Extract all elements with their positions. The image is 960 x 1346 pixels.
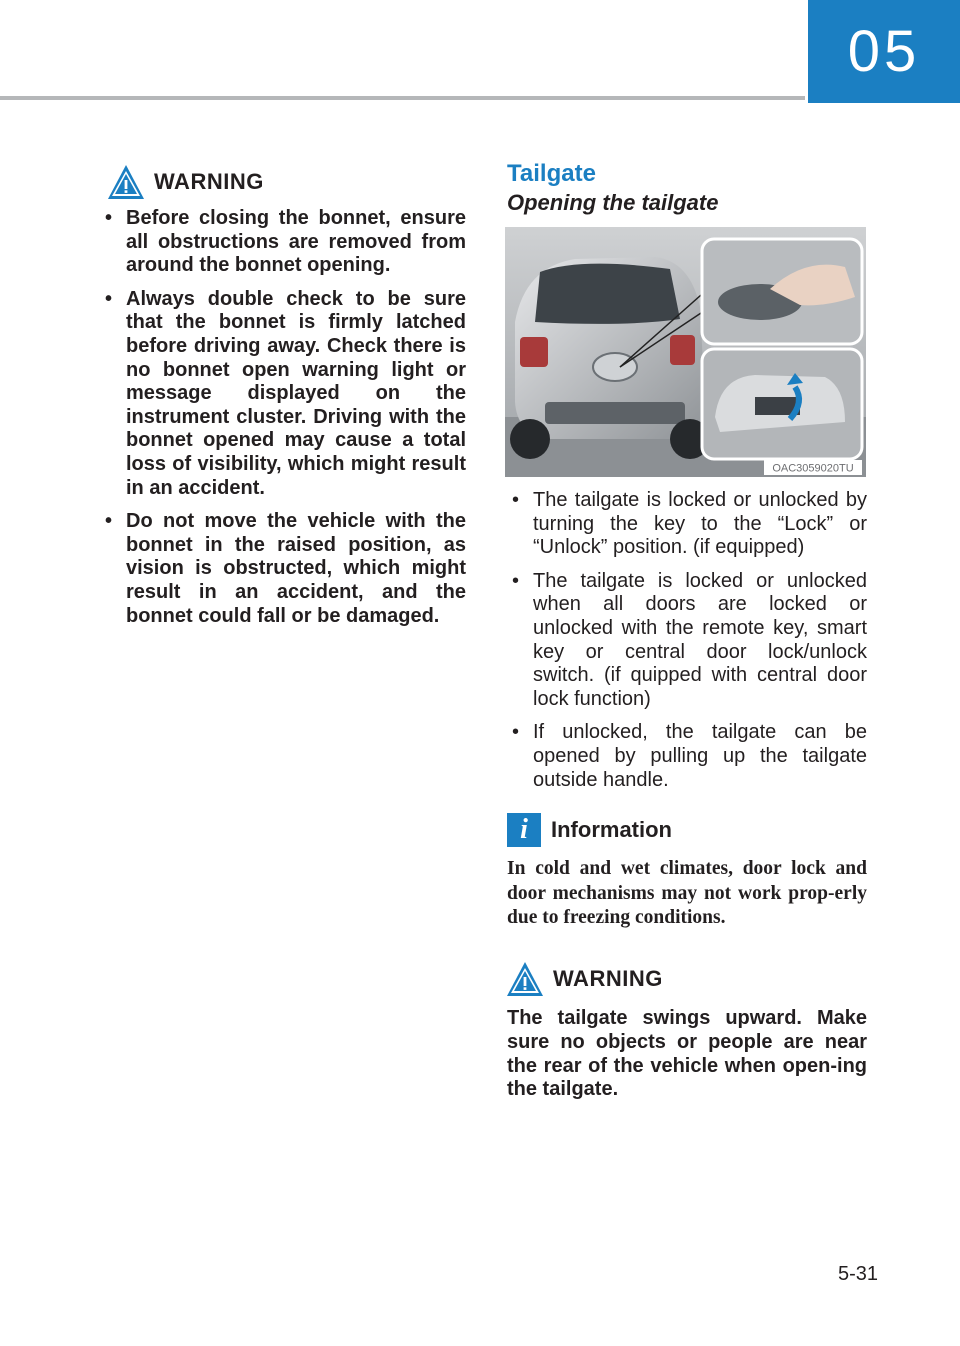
information-text: In cold and wet climates, door lock and door mechanisms may not work prop-erly due to freezing conditions. <box>507 858 867 928</box>
figure-code: OAC3059020TU <box>772 462 854 475</box>
information-title: Information <box>551 817 672 842</box>
warning-text-2: The tailgate swings upward. Make sure no objects or people are near the rear of the vehicle when open-ing the tailgate. <box>507 1007 867 1101</box>
warning-triangle-icon <box>505 960 545 998</box>
warning-title-2: WARNING <box>553 966 663 991</box>
warning-heading <box>106 163 264 201</box>
section-title: Tailgate <box>507 160 596 187</box>
warning-triangle-icon <box>106 163 146 201</box>
warning-item: • Always double check to be sure that the bonnet is firmly latched before driving away. Check there is no bonnet open warning light or message displayed on the instrument cluster. Driving with the bonnet opened may cause a total loss of visibility, which might result in an accident. <box>105 287 466 499</box>
tailgate-illustration <box>505 227 866 477</box>
chapter-tab <box>808 0 960 103</box>
warning-list <box>100 207 466 638</box>
subsection-title: Opening the tailgate <box>507 190 719 215</box>
header-rule <box>0 96 805 100</box>
warning-heading-2 <box>505 960 663 998</box>
tailgate-item: • If unlocked, the tailgate can be opened by pulling up the tailgate outside handle. <box>512 721 867 791</box>
page-number: 5-31 <box>838 1263 879 1285</box>
warning-item: • Before closing the bonnet, ensure all obstructions are removed from around the bonnet opening. <box>105 207 466 277</box>
chapter-number: 05 <box>847 19 921 84</box>
warning-title: WARNING <box>154 169 264 194</box>
warning-item: • Do not move the vehicle with the bonnet in the raised position, as vision is obstructed, which might result in an accident, and the bonnet could fall or be damaged. <box>105 510 466 627</box>
information-heading <box>507 813 672 847</box>
tailgate-item: • The tailgate is locked or unlocked when all doors are locked or unlocked with the remote key, smart key or central door lock/unlock switch. (if quipped with central door lock function) <box>512 569 867 710</box>
tailgate-item: • The tailgate is locked or unlocked by turning the key to the “Lock” or “Unlock” position. (if equipped) <box>512 489 867 559</box>
tailgate-list <box>507 489 867 802</box>
info-icon: i <box>507 813 541 847</box>
